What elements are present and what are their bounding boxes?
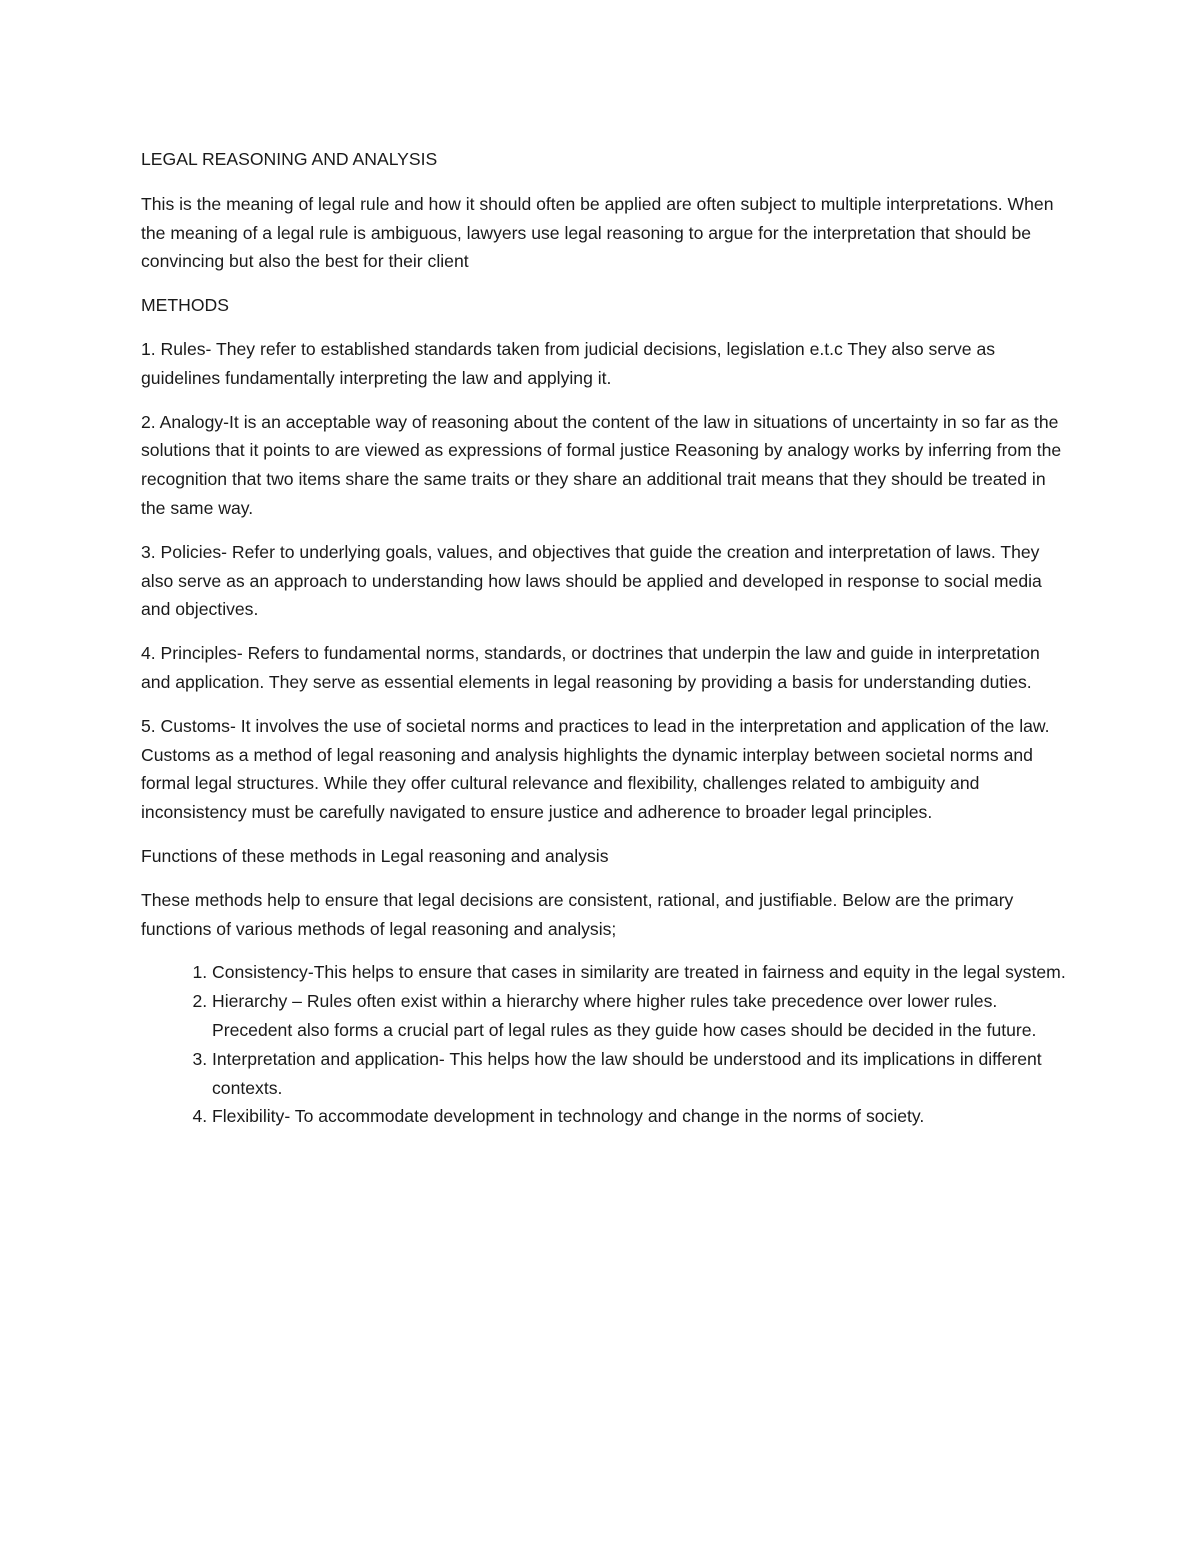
functions-heading: Functions of these methods in Legal reasoning and analysis — [141, 845, 609, 866]
document-title: LEGAL REASONING AND ANALYSIS — [141, 149, 438, 169]
methods-heading: METHODS — [141, 295, 229, 316]
functions-list — [141, 958, 1066, 1131]
function-flexibility: 4. Flexibility- To accommodate development in technology and change in the norms of society. — [212, 1102, 1066, 1131]
method-customs: 5. Customs- It involves the use of societal norms and practices to lead in the interpretation and application of the law. Customs as a method of legal reasoning and analysis highlights the dynamic interplay between societal norms and formal legal structures. While they offer cultural relevance and flexibility, challenges related to ambiguity and inconsistency must be carefully navigated to ensure justice and adherence to broader legal principles. — [141, 715, 1050, 823]
method-principles: 4. Principles- Refers to fundamental norms, standards, or doctrines that underpin the law and guide in interpretation and application. They serve as essential elements in legal reasoning by providing a basis for understanding duties. — [141, 643, 1040, 692]
document-body — [141, 145, 1066, 1131]
functions-intro: These methods help to ensure that legal decisions are consistent, rational, and justifiable. Below are the primary functions of various methods of legal reasoning and analysis; — [141, 889, 1014, 939]
method-analogy: 2. Analogy-It is an acceptable way of reasoning about the content of the law in situations of uncertainty in so far as the solutions that it points to are viewed as expressions of formal justice Reasoning by analogy works by inferring from the recognition that two items share the same traits or they share an additional trait means that they should be treated in the same way. — [141, 411, 1062, 518]
function-consistency: 1. Consistency-This helps to ensure that cases in similarity are treated in fairness and equity in the legal system. — [212, 958, 1066, 987]
function-interpretation: 3. Interpretation and application- This helps how the law should be understood and its implications in different contexts. — [212, 1045, 1066, 1103]
intro-paragraph: This is the meaning of legal rule and how it should often be applied are often subject to multiple interpretations. When the meaning of a legal rule is ambiguous, lawyers use legal reasoning to argue for the interpretation that should be convincing but also the best for their client — [141, 193, 1054, 272]
method-policies: 3. Policies- Refer to underlying goals, values, and objectives that guide the creation and interpretation of laws. They also serve as an approach to understanding how laws should be applied and developed in response to social media and objectives. — [141, 541, 1042, 620]
function-hierarchy: 2. Hierarchy – Rules often exist within a hierarchy where higher rules take precedence over lower rules. Precedent also forms a crucial part of legal rules as they guide how cases should be decided in the future. — [212, 987, 1066, 1045]
method-rules: 1. Rules- They refer to established standards taken from judicial decisions, legislation e.t.c They also serve as guidelines fundamentally interpreting the law and applying it. — [141, 338, 996, 388]
